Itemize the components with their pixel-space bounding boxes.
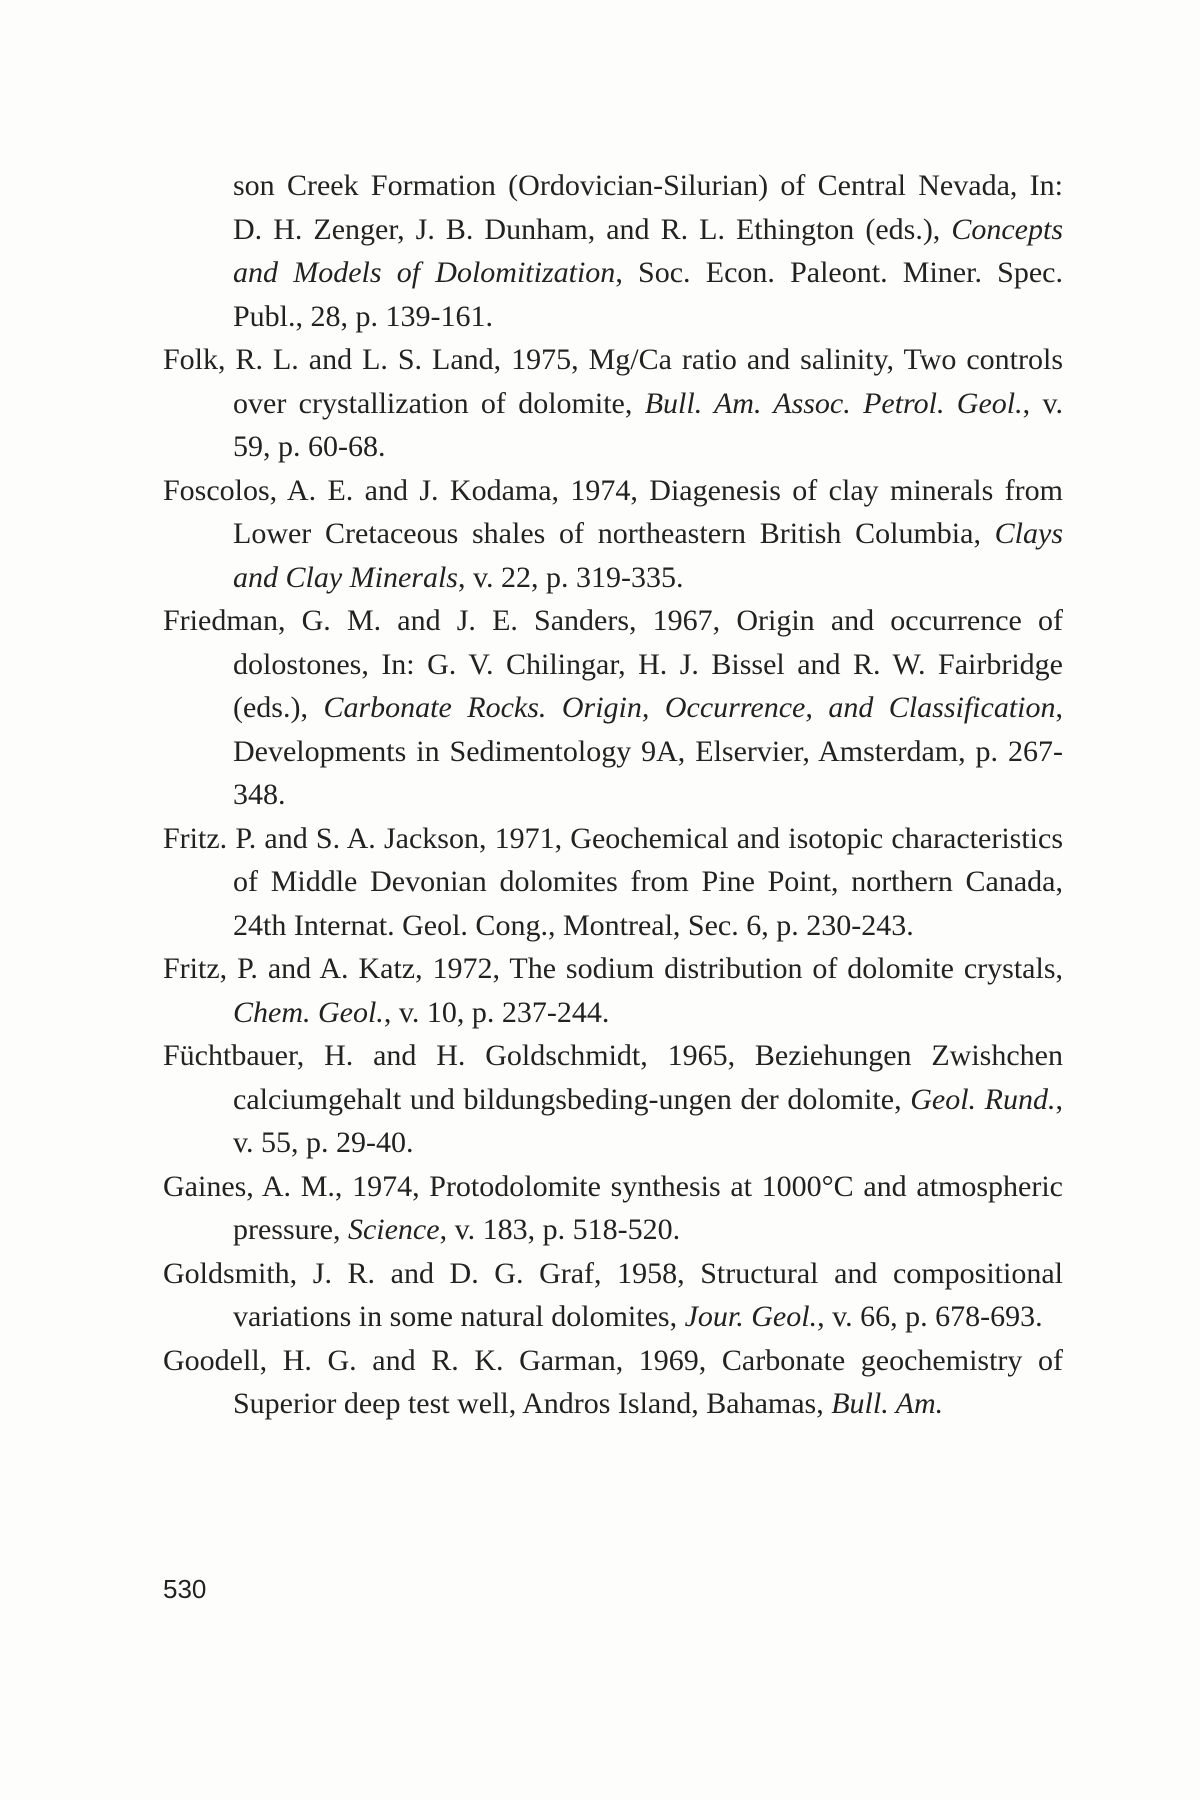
page-number: 530 bbox=[163, 1574, 207, 1604]
reference-text: Folk, R. L. and L. S. Land, 1975, Mg/Ca ratio and salinity, Two controls over crystallization of dolomite, bbox=[163, 343, 1063, 420]
reference-text: Foscolos, A. E. and J. Kodama, 1974, Diagenesis of clay minerals from Lower Cretaceous shales of northeastern British Columbia, bbox=[163, 473, 1063, 550]
reference-text: Goodell, H. G. and R. K. Garman, 1969, Carbonate geochemistry of Superior deep test well, Andros Island, Bahamas, bbox=[163, 1343, 1063, 1420]
reference-text: , v. 55, p. 29-40. bbox=[233, 1082, 1063, 1159]
reference-text: Gaines, A. M., 1974, Protodolomite synthesis at 1000°C and atmospheric pressure, bbox=[163, 1169, 1063, 1246]
reference-text: , v. 183, p. 518-520. bbox=[439, 1213, 681, 1246]
reference-entry bbox=[163, 817, 1063, 948]
reference-entry bbox=[163, 947, 1063, 1034]
reference-source-title: Geol. Rund. bbox=[910, 1082, 1056, 1116]
reference-text: , v. 59, p. 60-68. bbox=[233, 386, 1063, 463]
reference-source-title: Science bbox=[347, 1213, 440, 1246]
reference-entry bbox=[163, 338, 1063, 469]
reference-text: Fritz, P. and A. Katz, 1972, The sodium distribution of dolomite crystals, bbox=[163, 952, 1063, 985]
reference-source-title: Concepts and Models of Dolomitization bbox=[233, 212, 1063, 289]
reference-source-title: Clays and Clay Minerals bbox=[233, 517, 1063, 594]
reference-entry-continued bbox=[163, 164, 1063, 338]
reference-entry bbox=[163, 1252, 1063, 1339]
reference-list bbox=[163, 164, 1063, 1426]
reference-entry bbox=[163, 1165, 1063, 1252]
reference-entry bbox=[163, 1034, 1063, 1165]
reference-source-title: Jour. Geol. bbox=[684, 1300, 818, 1333]
reference-text: son Creek Formation (Ordovician-Silurian) of Central Nevada, In: D. H. Zenger, J. B. Dunham, and R. L. Ethington (eds.), bbox=[233, 169, 1063, 246]
reference-text: Fritz. P. and S. A. Jackson, 1971, Geochemical and isotopic characteristics of Middle Devonian dolomites from Pine Point, northern Canada, 24th Internat. Geol. Cong., Montreal, Sec. 6, p. 230-243. bbox=[163, 821, 1063, 942]
reference-text: , Soc. Econ. Paleont. Miner. Spec. Publ., 28, p. 139-161. bbox=[233, 256, 1063, 333]
reference-text: Goldsmith, J. R. and D. G. Graf, 1958, Structural and compositional variations in some natural dolomites, bbox=[163, 1256, 1063, 1333]
reference-text: , v. 66, p. 678-693. bbox=[817, 1300, 1043, 1333]
reference-text: , v. 10, p. 237-244. bbox=[383, 995, 610, 1029]
reference-source-title: Bull. Am. Assoc. Petrol. Geol. bbox=[644, 386, 1023, 420]
reference-text: , Developments in Sedimentology 9A, Elservier, Amsterdam, p. 267-348. bbox=[233, 691, 1063, 811]
reference-source-title: Carbonate Rocks. Origin, Occurrence, and Classification bbox=[323, 691, 1056, 724]
reference-entry bbox=[163, 469, 1063, 600]
reference-text: Füchtbauer, H. and H. Goldschmidt, 1965, Beziehungen Zwishchen calciumgehalt und bildungsbeding-ungen der dolomite, bbox=[163, 1039, 1063, 1116]
reference-entry bbox=[163, 599, 1063, 817]
reference-source-title: Chem. Geol. bbox=[233, 995, 384, 1029]
reference-source-title: Bull. Am. bbox=[831, 1387, 944, 1420]
reference-text: Friedman, G. M. and J. E. Sanders, 1967, Origin and occurrence of dolostones, In: G. V. Chilingar, H. J. Bissel and R. W. Fairbridge (eds.), bbox=[163, 604, 1063, 724]
reference-text: , v. 22, p. 319-335. bbox=[458, 560, 684, 594]
reference-entry bbox=[163, 1339, 1063, 1426]
